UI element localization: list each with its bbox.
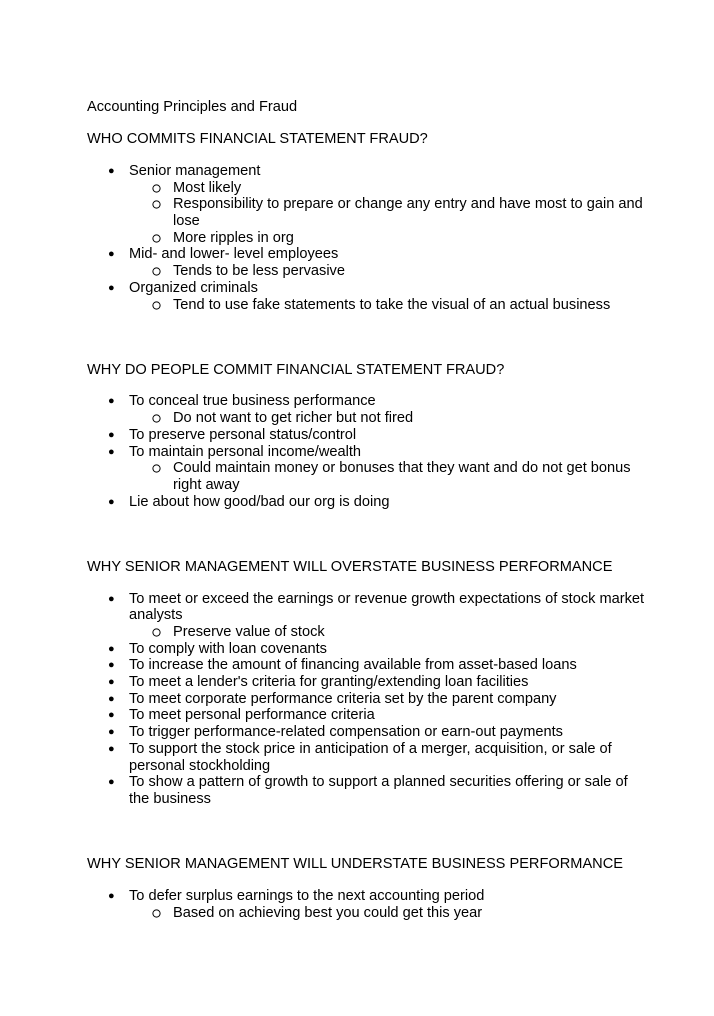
filled-bullet-icon: ● (108, 776, 115, 789)
section (87, 362, 647, 511)
sub-list-item (129, 180, 647, 197)
section (87, 131, 647, 313)
list-item-text: To maintain personal income/wealth (129, 443, 362, 460)
list-item-text: To meet or exceed the earnings or revenue growth expectations of stock market analysts (129, 590, 645, 624)
sub-bullet-list (129, 180, 647, 247)
sub-list-item (129, 263, 647, 280)
filled-bullet-icon: ● (108, 395, 115, 408)
sub-bullet-list (129, 905, 647, 922)
hollow-bullet-icon (152, 460, 161, 473)
filled-bullet-icon: ● (108, 889, 115, 902)
section-heading: WHY SENIOR MANAGEMENT WILL UNDERSTATE BUSINESS PERFORMANCE (87, 856, 623, 873)
section-spacer (87, 313, 647, 362)
filled-bullet-icon: ● (108, 164, 115, 177)
section-spacer (87, 510, 647, 559)
filled-bullet-icon: ● (108, 281, 115, 294)
filled-bullet-icon: ● (108, 642, 115, 655)
filled-bullet-icon: ● (108, 428, 115, 441)
filled-bullet-icon: ● (108, 592, 115, 605)
section-heading: WHY SENIOR MANAGEMENT WILL OVERSTATE BUSINESS PERFORMANCE (87, 558, 613, 575)
sub-list-item-text: Do not want to get richer but not fired (173, 410, 414, 427)
sub-bullet-list (129, 297, 647, 314)
sub-list-item-text: Responsibility to prepare or change any entry and have most to gain and lose (173, 196, 643, 230)
sub-list-item (129, 230, 647, 247)
bullet-list (87, 393, 647, 510)
hollow-bullet-icon (152, 230, 161, 243)
spacer (87, 576, 647, 591)
list-item-text: Lie about how good/bad our org is doing (129, 493, 390, 510)
sub-bullet-list (129, 410, 647, 427)
hollow-bullet-icon (152, 410, 161, 423)
list-item (87, 674, 647, 691)
list-item-text: To defer surplus earnings to the next accounting period (129, 887, 485, 904)
hollow-bullet-icon (152, 624, 161, 637)
list-item (87, 591, 647, 641)
list-item-text: To preserve personal status/control (129, 426, 357, 443)
sub-bullet-list (129, 460, 647, 493)
bullet-list (87, 591, 647, 808)
list-item-text: To meet corporate performance criteria set by the parent company (129, 690, 557, 707)
list-item (87, 657, 647, 674)
sub-list-item (129, 410, 647, 427)
list-item (87, 707, 647, 724)
filled-bullet-icon: ● (108, 248, 115, 261)
filled-bullet-icon: ● (108, 445, 115, 458)
filled-bullet-icon: ● (108, 659, 115, 672)
list-item (87, 393, 647, 426)
list-item (87, 691, 647, 708)
list-item-text: To meet a lender's criteria for granting/extending loan facilities (129, 674, 529, 691)
section-spacer (87, 808, 647, 857)
list-item-text: To meet personal performance criteria (129, 707, 375, 724)
section (87, 559, 647, 808)
filled-bullet-icon: ● (108, 692, 115, 705)
filled-bullet-icon: ● (108, 726, 115, 739)
sub-list-item-text: Tend to use fake statements to take the visual of an actual business (173, 296, 611, 313)
list-item-text: To support the stock price in anticipation of a merger, acquisition, or sale of personal stockholding (129, 740, 612, 774)
sub-list-item-text: Could maintain money or bonuses that they want and do not get bonus right away (173, 460, 631, 493)
list-item (87, 494, 647, 511)
list-item (87, 280, 647, 313)
list-item (87, 427, 647, 444)
list-item (87, 246, 647, 279)
bullet-list (87, 888, 647, 921)
filled-bullet-icon: ● (108, 676, 115, 689)
list-item (87, 724, 647, 741)
list-item-text: To increase the amount of financing available from asset-based loans (129, 657, 577, 674)
list-item-text: To trigger performance-related compensation or earn-out payments (129, 724, 563, 741)
filled-bullet-icon: ● (108, 495, 115, 508)
section (87, 856, 647, 921)
document-sections (87, 131, 647, 921)
section-heading: WHO COMMITS FINANCIAL STATEMENT FRAUD? (87, 131, 428, 148)
list-item-text: Organized criminals (129, 279, 258, 296)
list-item (87, 444, 647, 494)
document-title: Accounting Principles and Fraud (87, 99, 298, 115)
sub-list-item (129, 196, 647, 229)
list-item-text: Mid- and lower- level employees (129, 246, 339, 263)
sub-list-item-text: Based on achieving best you could get this year (173, 904, 483, 921)
sub-list-item-text: Most likely (173, 179, 242, 196)
sub-list-item-text: More ripples in org (173, 229, 294, 246)
hollow-bullet-icon (152, 905, 161, 918)
list-item-text: Senior management (129, 162, 261, 179)
sub-list-item (129, 297, 647, 314)
document-page (87, 99, 647, 921)
list-item-text: To conceal true business performance (129, 393, 376, 410)
list-item-text: To comply with loan covenants (129, 640, 327, 657)
list-item-text: To show a pattern of growth to support a planned securities offering or sale of the business (129, 774, 628, 807)
sub-bullet-list (129, 624, 647, 641)
sub-bullet-list (129, 263, 647, 280)
hollow-bullet-icon (152, 297, 161, 310)
list-item (87, 641, 647, 658)
spacer (87, 148, 647, 163)
list-item (87, 888, 647, 921)
sub-list-item-text: Tends to be less pervasive (173, 263, 345, 280)
section-heading: WHY DO PEOPLE COMMIT FINANCIAL STATEMENT FRAUD? (87, 361, 505, 378)
list-item (87, 163, 647, 247)
list-item (87, 741, 647, 774)
hollow-bullet-icon (152, 196, 161, 209)
spacer (87, 378, 647, 393)
sub-list-item (129, 624, 647, 641)
sub-list-item-text: Preserve value of stock (173, 623, 325, 640)
filled-bullet-icon: ● (108, 742, 115, 755)
bullet-list (87, 163, 647, 313)
sub-list-item (129, 460, 647, 493)
hollow-bullet-icon (152, 180, 161, 193)
spacer (87, 873, 647, 888)
sub-list-item (129, 905, 647, 922)
list-item (87, 774, 647, 807)
spacer (87, 116, 647, 132)
hollow-bullet-icon (152, 263, 161, 276)
filled-bullet-icon: ● (108, 709, 115, 722)
